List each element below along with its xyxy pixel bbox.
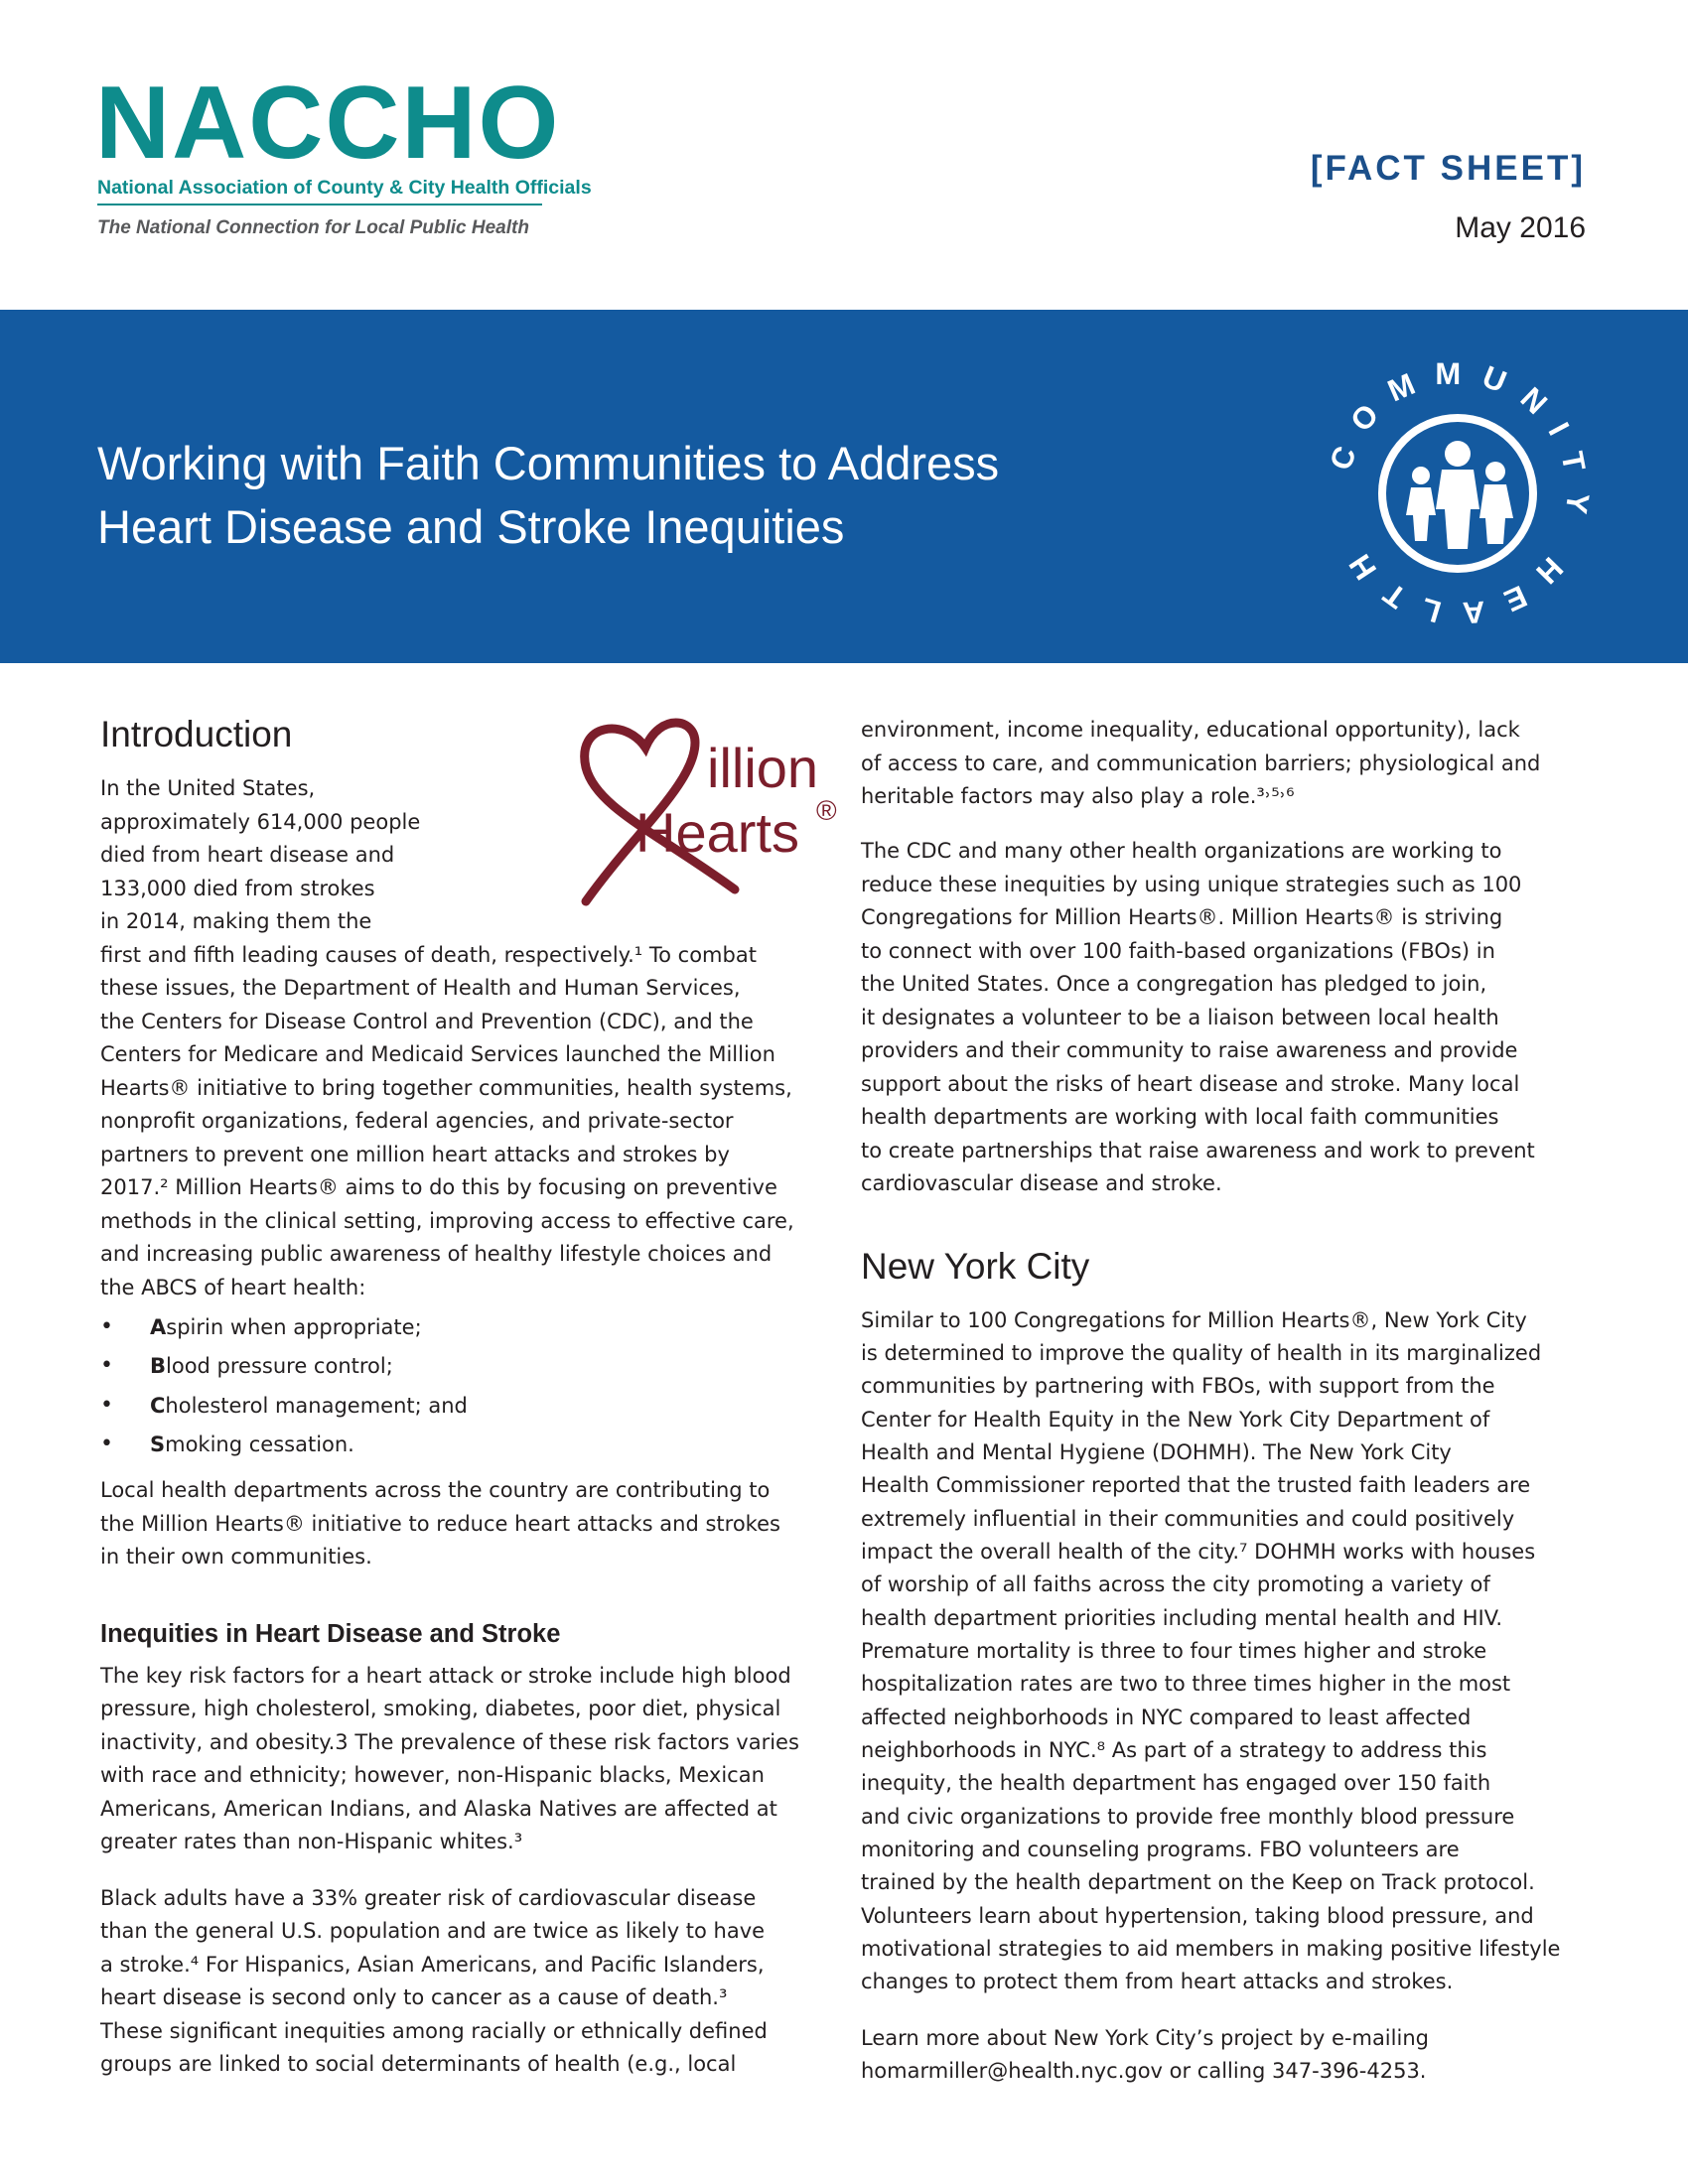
- nyc-line: Premature mortality is three to four times higher and stroke: [861, 1639, 1487, 1663]
- bullet-text: [150, 1389, 468, 1423]
- black-adults-line: These significant inequities among racially or ethnically defined: [100, 2019, 768, 2043]
- cdc-line: Congregations for Million Hearts®. Million Hearts® is striving: [861, 905, 1503, 929]
- nyc-line: Health Commissioner reported that the trusted faith leaders are: [861, 1473, 1531, 1497]
- cdc-line: it designates a volunteer to be a liaison between local health: [861, 1006, 1499, 1029]
- nyc-line: trained by the health department on the Keep on Track protocol.: [861, 1870, 1535, 1894]
- inequities-line: inactivity, and obesity.3 The prevalence of these risk factors varies: [100, 1730, 799, 1754]
- inequities-line: Americans, American Indians, and Alaska Natives are affected at: [100, 1797, 777, 1821]
- community-health-badge-icon: [1309, 344, 1607, 642]
- bullet-initial: B: [150, 1354, 167, 1378]
- bullet-text: [150, 1428, 354, 1461]
- nyc-line: Center for Health Equity in the New York City Department of: [861, 1408, 1490, 1432]
- intro-line: 133,000 died from strokes: [100, 877, 375, 900]
- logo-divider: [97, 204, 542, 205]
- org-tagline: The National Connection for Local Public Health: [97, 217, 529, 238]
- badge-text: COMMUNITY HEALTH: [1323, 355, 1597, 631]
- intro-line: approximately 614,000 people: [100, 810, 421, 834]
- nyc-line: impact the overall health of the city.⁷ DOHMH works with houses: [861, 1540, 1536, 1564]
- bullet-rest: holesterol management; and: [165, 1394, 468, 1418]
- intro-line: partners to prevent one million heart attacks and strokes by: [100, 1143, 730, 1166]
- nyc-line: Health and Mental Hygiene (DOHMH). The New York City: [861, 1440, 1452, 1464]
- inequities-line: The key risk factors for a heart attack or stroke include high blood: [100, 1664, 791, 1688]
- local-line: the Million Hearts® initiative to reduce heart attacks and strokes: [100, 1512, 780, 1536]
- nyc-line: health department priorities including mental health and HIV.: [861, 1606, 1503, 1630]
- intro-line: and increasing public awareness of healthy lifestyle choices and: [100, 1242, 773, 1266]
- intro-line: in 2014, making them the: [100, 909, 372, 933]
- learn-more-line: Learn more about New York City’s project by e-mailing: [861, 2026, 1429, 2050]
- new-york-city-heading: New York City: [861, 1246, 1090, 1287]
- intro-line: the Centers for Disease Control and Prevention (CDC), and the: [100, 1010, 754, 1033]
- registered-mark: ®: [816, 795, 837, 826]
- nyc-line: is determined to improve the quality of health in its marginalized: [861, 1341, 1542, 1365]
- local-line: Local health departments across the country are contributing to: [100, 1478, 771, 1502]
- learn-more-line: homarmiller@health.nyc.gov or calling 347-396-4253.: [861, 2059, 1427, 2083]
- publication-date: May 2016: [1455, 211, 1586, 244]
- cdc-line: The CDC and many other health organizations are working to: [861, 839, 1502, 863]
- intro-line: 2017.² Million Hearts® aims to do this by focusing on preventive: [100, 1175, 777, 1199]
- bullet-icon: •: [100, 1393, 113, 1418]
- cdc-line: support about the risks of heart disease and stroke. Many local: [861, 1072, 1520, 1096]
- black-adults-line: Black adults have a 33% greater risk of cardiovascular disease: [100, 1886, 757, 1910]
- bullet-icon: •: [100, 1432, 113, 1456]
- black-adults-line: groups are linked to social determinants of health (e.g., local: [100, 2052, 737, 2076]
- inequities-line: greater rates than non-Hispanic whites.³: [100, 1830, 523, 1853]
- title-line: Heart Disease and Stroke Inequities: [97, 500, 845, 553]
- bullet-rest: moking cessation.: [165, 1433, 354, 1456]
- nyc-line: motivational strategies to aid members in making positive lifestyle: [861, 1937, 1561, 1961]
- black-adults-line: than the general U.S. population and are twice as likely to have: [100, 1919, 766, 1943]
- intro-line: methods in the clinical setting, improving access to effective care,: [100, 1209, 794, 1233]
- bullet-text: [150, 1349, 393, 1383]
- title-banner: [0, 310, 1688, 663]
- inequities-line: with race and ethnicity; however, non-Hispanic blacks, Mexican: [100, 1763, 765, 1787]
- black-adults-line: heart disease is second only to cancer as a cause of death.³: [100, 1985, 728, 2009]
- nyc-line: inequity, the health department has engaged over 150 faith: [861, 1771, 1491, 1795]
- title-line: Working with Faith Communities to Address: [97, 437, 1000, 489]
- intro-line: the ABCS of heart health:: [100, 1276, 366, 1299]
- logo-text-million: illion: [707, 737, 819, 799]
- nyc-line: neighborhoods in NYC.⁸ As part of a strategy to address this: [861, 1738, 1487, 1762]
- bullet-text: [150, 1310, 422, 1344]
- cdc-line: providers and their community to raise awareness and provide: [861, 1038, 1518, 1062]
- intro-line: Hearts® initiative to bring together communities, health systems,: [100, 1076, 792, 1100]
- intro-line: died from heart disease and: [100, 843, 395, 867]
- continued-line: heritable factors may also play a role.³˒⁵˒⁶: [861, 784, 1295, 808]
- cdc-line: health departments are working with local faith communities: [861, 1105, 1499, 1129]
- intro-line: nonprofit organizations, federal agencies, and private-sector: [100, 1109, 734, 1133]
- intro-line: first and fifth leading causes of death, respectively.¹ To combat: [100, 943, 757, 967]
- continued-line: of access to care, and communication barriers; physiological and: [861, 751, 1541, 775]
- nyc-line: changes to protect them from heart attacks and strokes.: [861, 1970, 1454, 1993]
- inequities-heading: Inequities in Heart Disease and Stroke: [100, 1620, 561, 1648]
- inequities-line: pressure, high cholesterol, smoking, diabetes, poor diet, physical: [100, 1697, 781, 1720]
- bullet-icon: •: [100, 1314, 113, 1339]
- bullet-rest: lood pressure control;: [166, 1354, 393, 1378]
- nyc-line: of worship of all faiths across the city promoting a variety of: [861, 1572, 1490, 1596]
- cdc-line: the United States. Once a congregation has pledged to join,: [861, 972, 1487, 996]
- bullet-rest: spirin when appropriate;: [166, 1315, 422, 1339]
- logo-text-hearts: Hearts: [635, 801, 799, 864]
- continued-line: environment, income inequality, educational opportunity), lack: [861, 718, 1520, 742]
- million-hearts-logo: [487, 713, 854, 911]
- doc-type-label: [FACT SHEET]: [1310, 149, 1586, 188]
- nyc-line: hospitalization rates are two to three times higher in the most: [861, 1672, 1511, 1696]
- intro-line: Centers for Medicare and Medicaid Services launched the Million: [100, 1042, 775, 1066]
- cdc-line: cardiovascular disease and stroke.: [861, 1171, 1222, 1195]
- bullet-initial: S: [150, 1433, 166, 1456]
- naccho-logo: NACCHO: [95, 66, 561, 181]
- nyc-line: Similar to 100 Congregations for Million Hearts®, New York City: [861, 1308, 1527, 1332]
- org-full-name: National Association of County & City Health Officials: [97, 177, 592, 199]
- bullet-icon: •: [100, 1353, 113, 1378]
- local-line: in their own communities.: [100, 1545, 372, 1569]
- black-adults-line: a stroke.⁴ For Hispanics, Asian Americans, and Pacific Islanders,: [100, 1953, 765, 1977]
- cdc-line: reduce these inequities by using unique strategies such as 100: [861, 873, 1522, 896]
- nyc-line: Volunteers learn about hypertension, taking blood pressure, and: [861, 1904, 1534, 1928]
- intro-line: In the United States,: [100, 776, 316, 800]
- cdc-line: to create partnerships that raise awareness and work to prevent: [861, 1139, 1535, 1162]
- page-title: [97, 432, 1090, 559]
- cdc-line: to connect with over 100 faith-based organizations (FBOs) in: [861, 939, 1495, 963]
- nyc-line: monitoring and counseling programs. FBO volunteers are: [861, 1838, 1460, 1861]
- nyc-line: communities by partnering with FBOs, with support from the: [861, 1374, 1495, 1398]
- nyc-line: and civic organizations to provide free monthly blood pressure: [861, 1805, 1515, 1829]
- nyc-line: extremely influential in their communities and could positively: [861, 1507, 1515, 1531]
- bullet-initial: C: [150, 1394, 166, 1418]
- intro-line: these issues, the Department of Health and Human Services,: [100, 976, 741, 1000]
- nyc-line: affected neighborhoods in NYC compared to least affected: [861, 1706, 1472, 1729]
- bullet-initial: A: [150, 1315, 167, 1339]
- introduction-heading: Introduction: [100, 714, 293, 754]
